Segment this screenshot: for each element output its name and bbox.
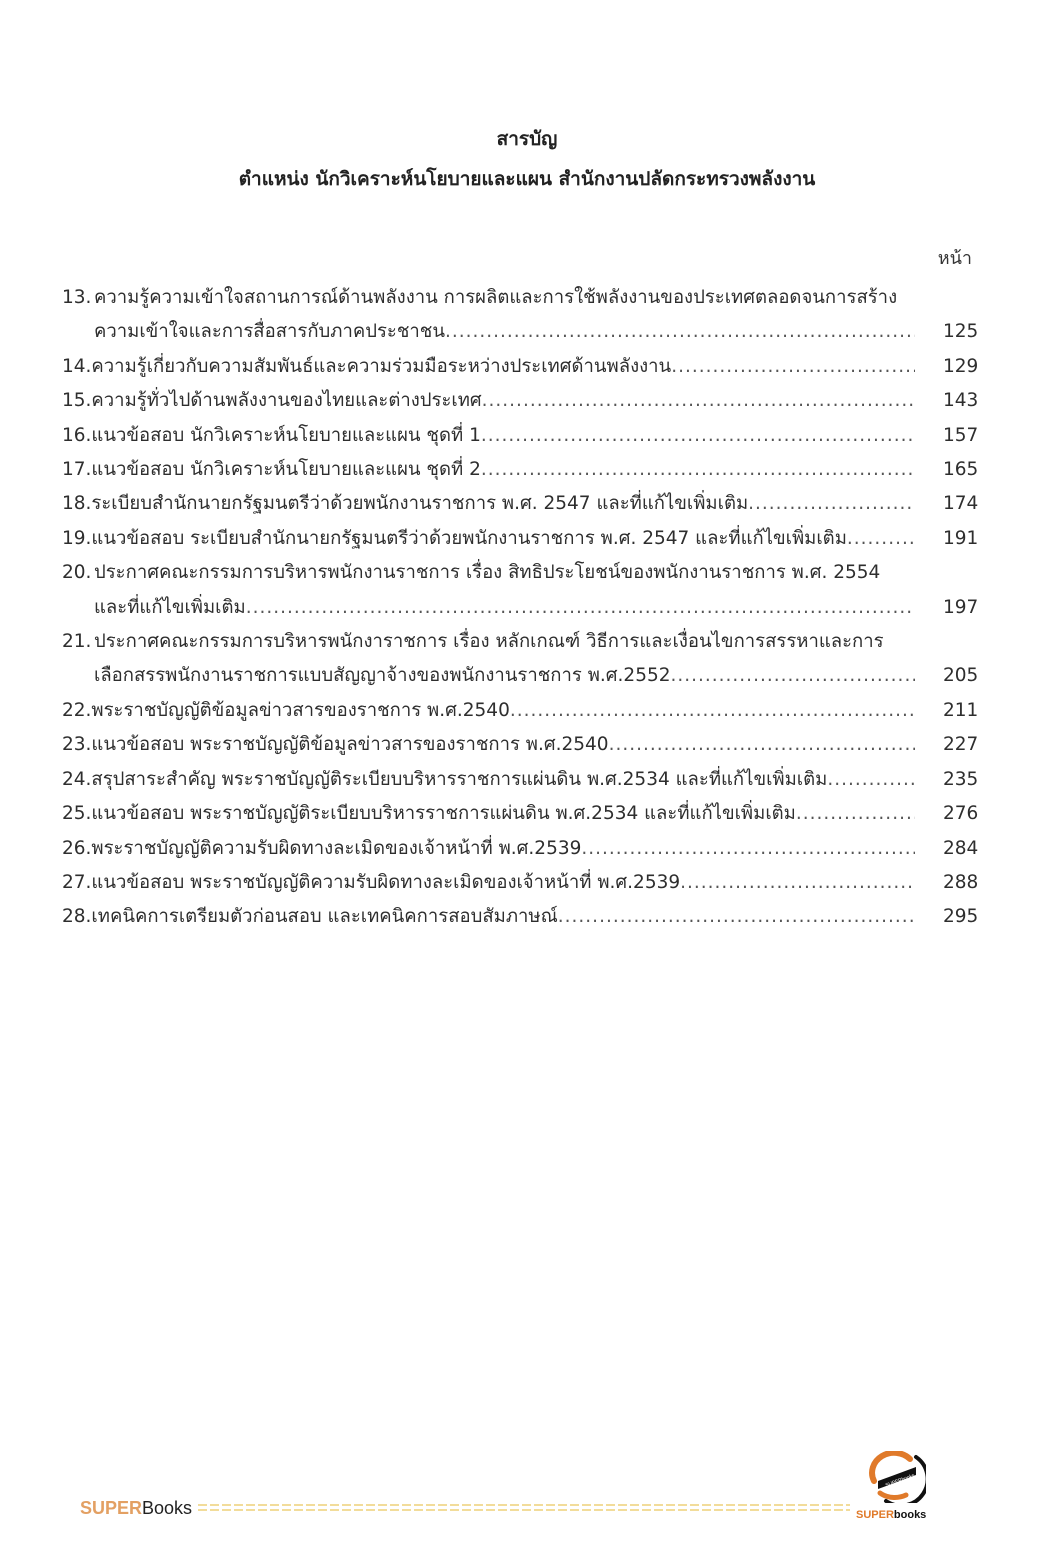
entry-page: 174: [943, 493, 979, 515]
toc-entry-22[interactable]: [62, 694, 977, 728]
toc-entry-20[interactable]: [62, 556, 977, 625]
entry-title: แนวข้อสอบ พระราชบัญญัติระเบียบบริหารราชการแผ่นดิน พ.ศ.2534 และที่แก้ไขเพิ่มเติม: [91, 803, 796, 825]
entry-page: 211: [943, 699, 979, 721]
dot-leader: [680, 866, 915, 900]
entry-number: 22.: [62, 699, 92, 721]
entry-title: ความรู้ความเข้าใจสถานการณ์ด้านพลังงาน การผลิตและการใช้พลังงานของประเทศตลอดจนการสร้าง: [94, 287, 898, 308]
entry-page: 235: [943, 768, 979, 790]
svg-text:SUPERbooks: SUPERbooks: [884, 1472, 916, 1489]
entry-page: 129: [943, 355, 979, 377]
entry-page: 143: [943, 390, 979, 412]
dot-leader: [481, 453, 915, 487]
entry-title: แนวข้อสอบ นักวิเคราะห์นโยบายและแผน ชุดที่ 2: [91, 459, 481, 481]
dot-leader: [581, 832, 915, 866]
toc-title: สารบัญ: [496, 128, 558, 150]
entry-page: 205: [943, 665, 979, 687]
toc-entry-26[interactable]: [62, 832, 977, 866]
entry-title: พระราชบัญญัติข้อมูลข่าวสารของราชการ พ.ศ.2540: [91, 699, 510, 721]
toc-entry-28[interactable]: [62, 900, 977, 934]
dot-leader: [827, 763, 915, 797]
footer-double-dash-rule: [198, 1504, 850, 1512]
entry-title-cont: ความเข้าใจและการสื่อสารกับภาคประชาชน: [94, 321, 445, 343]
entry-page: 165: [943, 459, 979, 481]
entry-page: 157: [943, 424, 979, 446]
toc-list: [62, 281, 977, 935]
toc-entry-25[interactable]: [62, 797, 977, 831]
entry-number: 26.: [62, 837, 92, 859]
entry-page: 276: [943, 803, 979, 825]
entry-number: 23.: [62, 734, 92, 756]
dot-leader: [609, 728, 915, 762]
page-footer: [80, 1472, 940, 1522]
toc-entry-13[interactable]: [62, 281, 977, 350]
entry-page: 197: [943, 596, 979, 618]
superbooks-logo: [856, 1451, 940, 1521]
toc-entry-24[interactable]: [62, 763, 977, 797]
toc-entry-19[interactable]: [62, 522, 977, 556]
toc-entry-18[interactable]: [62, 487, 977, 521]
entry-number: 19.: [62, 527, 92, 549]
entry-number: 17.: [62, 459, 92, 481]
dot-leader: [246, 591, 915, 625]
entry-title: ระเบียบสำนักนายกรัฐมนตรีว่าด้วยพนักงานราชการ พ.ศ. 2547 และที่แก้ไขเพิ่มเติม: [91, 493, 749, 515]
entry-number: 15.: [62, 390, 92, 412]
entry-title: สรุปสาระสำคัญ พระราชบัญญัติระเบียบบริหารราชการแผ่นดิน พ.ศ.2534 และที่แก้ไขเพิ่มเติม: [91, 768, 828, 790]
dot-leader: [796, 797, 915, 831]
dot-leader: [671, 350, 915, 384]
dot-leader: [510, 694, 915, 728]
page-column-label: หน้า: [937, 248, 972, 269]
entry-title: แนวข้อสอบ นักวิเคราะห์นโยบายและแผน ชุดที่ 1: [91, 424, 481, 446]
brand-books: Books: [142, 1497, 193, 1518]
brand-super: SUPER: [80, 1497, 143, 1518]
toc-entry-27[interactable]: [62, 866, 977, 900]
superbooks-swirl-logo-icon: [866, 1451, 926, 1503]
entry-number: 25.: [62, 803, 92, 825]
entry-title: แนวข้อสอบ พระราชบัญญัติข้อมูลข่าวสารของราชการ พ.ศ.2540: [91, 734, 609, 756]
toc-entry-23[interactable]: [62, 728, 977, 762]
entry-page: 295: [943, 906, 979, 928]
entry-title: ความรู้เกี่ยวกับความสัมพันธ์และความร่วมมือระหว่างประเทศด้านพลังงาน: [91, 355, 672, 377]
entry-number: 28.: [62, 906, 92, 928]
entry-title-cont: และที่แก้ไขเพิ่มเติม: [94, 596, 246, 618]
dot-leader: [482, 384, 915, 418]
toc-entry-17[interactable]: [62, 453, 977, 487]
entry-title: ประกาศคณะกรรมการบริหารพนักงานราชการ เรื่อง สิทธิประโยชน์ของพนักงานราชการ พ.ศ. 2554: [94, 562, 881, 584]
entry-page: 227: [943, 734, 979, 756]
entry-number: 13.: [62, 287, 92, 308]
logo-wordmark: SUPERbooks: [856, 1509, 927, 1521]
entry-page: 125: [943, 321, 979, 343]
entry-title-cont: เลือกสรรพนักงานราชการแบบสัญญาจ้างของพนักงานราชการ พ.ศ.2552: [94, 665, 671, 687]
entry-title: ความรู้ทั่วไปด้านพลังงานของไทยและต่างประเทศ: [91, 390, 482, 412]
dot-leader: [748, 487, 915, 521]
entry-title: ประกาศคณะกรรมการบริหารพนักงาราชการ เรื่อง หลักเกณฑ์ วิธีการและเงื่อนไขการสรรหาและการ: [94, 631, 884, 653]
entry-number: 16.: [62, 424, 92, 446]
entry-page: 288: [943, 871, 979, 893]
entry-title: แนวข้อสอบ พระราชบัญญัติความรับผิดทางละเมิดของเจ้าหน้าที่ พ.ศ.2539: [91, 871, 681, 893]
entry-number: 27.: [62, 871, 92, 893]
dot-leader: [481, 419, 915, 453]
footer-brand: [80, 1498, 192, 1519]
entry-title: พระราชบัญญัติความรับผิดทางละเมิดของเจ้าหน้าที่ พ.ศ.2539: [91, 837, 582, 859]
entry-number: 14.: [62, 355, 92, 377]
entry-number: 21.: [62, 631, 92, 653]
toc-entry-21[interactable]: [62, 625, 977, 694]
dot-leader: [671, 659, 916, 693]
dot-leader: [445, 315, 915, 349]
toc-entry-16[interactable]: [62, 419, 977, 453]
dot-leader: [558, 900, 915, 934]
entry-number: 18.: [62, 493, 92, 515]
entry-title: แนวข้อสอบ ระเบียบสำนักนายกรัฐมนตรีว่าด้วยพนักงานราชการ พ.ศ. 2547 และที่แก้ไขเพิ่มเติม: [91, 527, 847, 549]
entry-number: 24.: [62, 768, 92, 790]
toc-entry-15[interactable]: [62, 384, 977, 418]
toc-subtitle: ตำแหน่ง นักวิเคราะห์นโยบายและแผน สำนักงานปลัดกระทรวงพลังงาน: [238, 168, 816, 190]
entry-title: เทคนิคการเตรียมตัวก่อนสอบ และเทคนิคการสอบสัมภาษณ์: [91, 906, 558, 928]
entry-number: 20.: [62, 562, 92, 584]
toc-entry-14[interactable]: [62, 350, 977, 384]
entry-page: 191: [943, 527, 979, 549]
dot-leader: [847, 522, 915, 556]
entry-page: 284: [943, 837, 979, 859]
